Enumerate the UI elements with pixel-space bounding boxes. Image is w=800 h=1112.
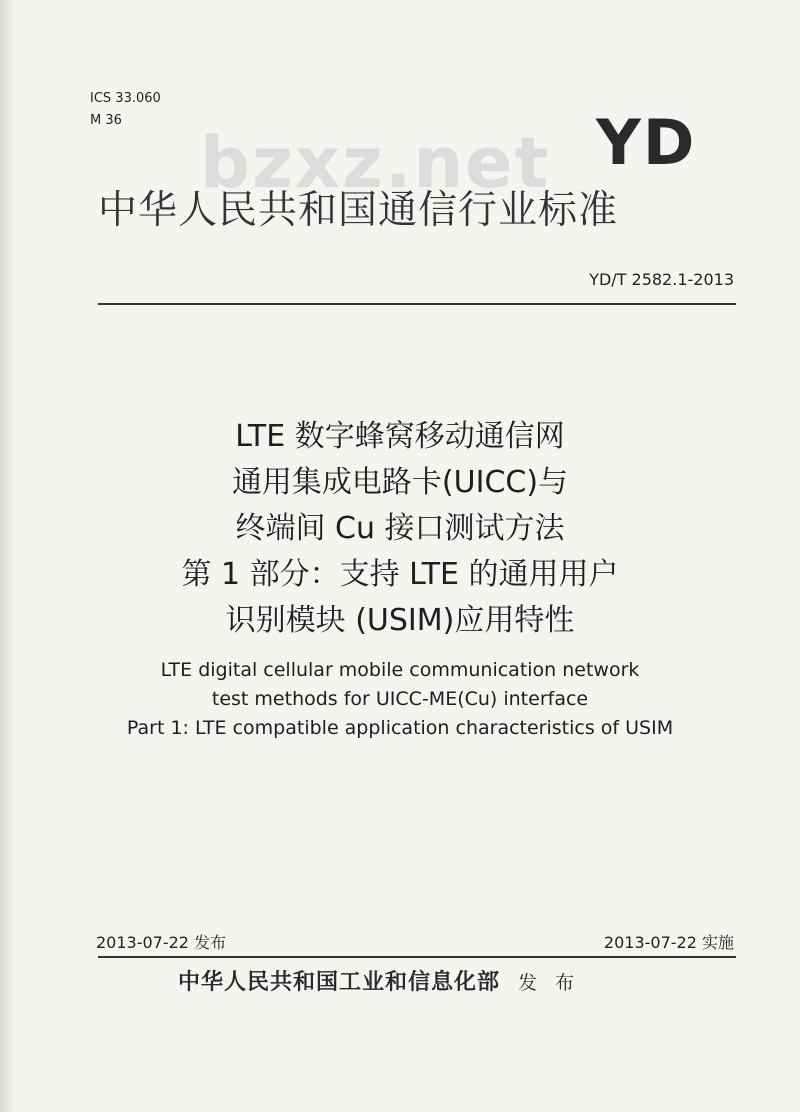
chinese-title-line: 识别模块 (USIM)应用特性 [225,603,575,638]
english-title [80,656,720,743]
chinese-title [80,414,720,644]
standard-number: YD/T 2582.1-2013 [589,270,734,289]
implementation-date: 2013-07-22 实施 [603,933,734,952]
english-title-line: test methods for UICC-ME(Cu) interface [211,688,589,710]
standard-category-title: 中华人民共和国通信行业标准 [98,188,619,233]
issuer-suffix: 发 布 [518,972,581,994]
english-title-line: LTE digital cellular mobile communication network [160,659,640,681]
bottom-divider [98,956,736,958]
chinese-title-line: 通用集成电路卡(UICC)与 [231,465,569,500]
chinese-title-line: LTE 数字蜂窝移动通信网 [235,419,565,454]
ics-code: ICS 33.060 [90,91,161,106]
ccs-code: M 36 [90,113,122,128]
top-divider [98,303,736,305]
chinese-title-line: 第 1 部分：支持 LTE 的通用用户 [181,557,619,592]
english-title-line: Part 1: LTE compatible application characteristics of USIM [126,717,674,739]
issuer-name: 中华人民共和国工业和信息化部 [178,970,501,995]
classification-codes [90,88,161,132]
issuing-authority [178,966,580,1000]
watermark: bzxz.net [200,122,551,204]
yd-logo: YD [596,106,697,179]
chinese-title-line: 终端间 Cu 接口测试方法 [235,511,565,546]
page-spine-shadow [0,0,14,1112]
issue-date: 2013-07-22 发布 [96,933,227,952]
